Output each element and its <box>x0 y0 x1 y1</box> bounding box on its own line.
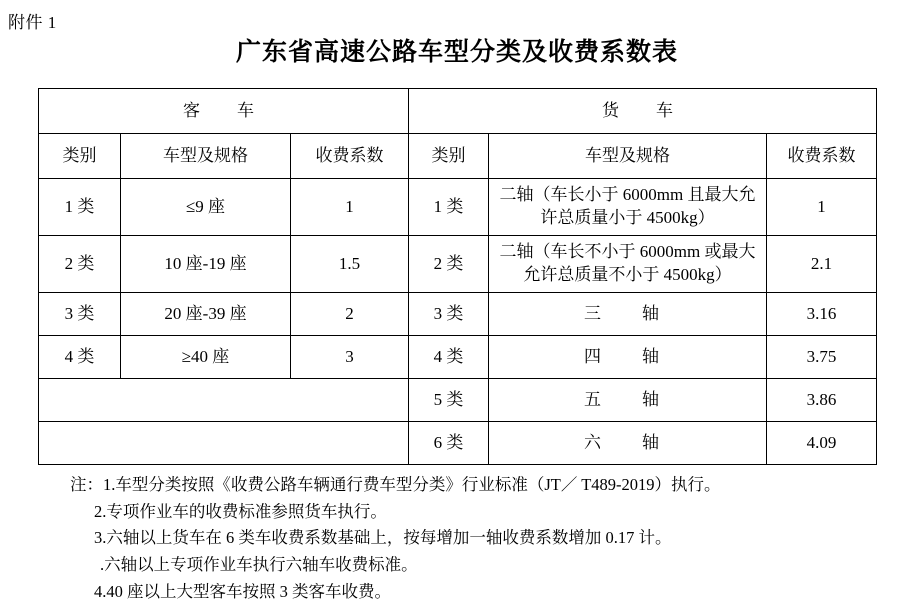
freight-spec-2: 二轴（车长不小于 6000mm 或最大允许总质量不小于 4500kg） <box>489 236 767 293</box>
note-line-1: 注：1.车型分类按照《收费公路车辆通行费车型分类》行业标准（JT／ T489-2019）执行。 <box>70 475 721 494</box>
table-row <box>39 422 877 465</box>
freight-factor-2: 2.1 <box>767 236 877 293</box>
passenger-category-4: 4 类 <box>39 336 121 379</box>
passenger-spec-1: ≤9 座 <box>121 179 291 236</box>
note-line-2: 2.专项作业车的收费标准参照货车执行。 <box>94 501 387 521</box>
table-notes <box>38 472 888 606</box>
note-line-4: .六轴以上专项作业车执行六轴车收费标准。 <box>100 555 418 575</box>
passenger-factor-4: 3 <box>291 336 409 379</box>
attachment-label: 附件 1 <box>8 13 57 32</box>
passenger-factor-3: 2 <box>291 293 409 336</box>
freight-factor-1: 1 <box>767 179 877 236</box>
table-row <box>39 293 877 336</box>
passenger-category-2: 2 类 <box>39 236 121 293</box>
passenger-category-1: 1 类 <box>39 179 121 236</box>
fee-table-container <box>38 88 876 465</box>
vehicle-classification-table <box>38 88 877 465</box>
note-line-5: 4.40 座以上大型客车按照 3 类客车收费。 <box>94 581 391 601</box>
passenger-category-3: 3 类 <box>39 293 121 336</box>
passenger-factor-1: 1 <box>291 179 409 236</box>
passenger-empty-cell-2 <box>39 422 409 465</box>
passenger-spec-3: 20 座-39 座 <box>121 293 291 336</box>
freight-factor-3: 3.16 <box>767 293 877 336</box>
note-line-3: 3.六轴以上货车在 6 类车收费系数基础上，按每增加一轴收费系数增加 0.17 计。 <box>94 528 672 548</box>
table-group-header-row <box>39 89 877 134</box>
col-header-freight-factor: 收费系数 <box>767 134 877 179</box>
table-column-header-row <box>39 134 877 179</box>
freight-category-4: 4 类 <box>409 336 489 379</box>
freight-factor-4: 3.75 <box>767 336 877 379</box>
col-header-freight-spec: 车型及规格 <box>489 134 767 179</box>
freight-spec-6: 六 轴 <box>489 422 767 465</box>
freight-category-5: 5 类 <box>409 379 489 422</box>
table-row <box>39 236 877 293</box>
table-row <box>39 379 877 422</box>
col-header-passenger-category: 类别 <box>39 134 121 179</box>
freight-spec-4: 四 轴 <box>489 336 767 379</box>
passenger-empty-cell-1 <box>39 379 409 422</box>
table-row <box>39 179 877 236</box>
col-header-passenger-spec: 车型及规格 <box>121 134 291 179</box>
freight-factor-6: 4.09 <box>767 422 877 465</box>
passenger-spec-4: ≥40 座 <box>121 336 291 379</box>
freight-factor-5: 3.86 <box>767 379 877 422</box>
freight-category-2: 2 类 <box>409 236 489 293</box>
passenger-spec-2: 10 座-19 座 <box>121 236 291 293</box>
col-header-passenger-factor: 收费系数 <box>291 134 409 179</box>
group-header-passenger: 客 车 <box>39 89 409 134</box>
freight-spec-1: 二轴（车长小于 6000mm 且最大允许总质量小于 4500kg） <box>489 179 767 236</box>
freight-category-3: 3 类 <box>409 293 489 336</box>
group-header-freight: 货 车 <box>409 89 877 134</box>
col-header-freight-category: 类别 <box>409 134 489 179</box>
page-title: 广东省高速公路车型分类及收费系数表 <box>235 39 678 66</box>
passenger-factor-2: 1.5 <box>291 236 409 293</box>
table-row <box>39 336 877 379</box>
freight-spec-3: 三 轴 <box>489 293 767 336</box>
freight-category-6: 6 类 <box>409 422 489 465</box>
freight-category-1: 1 类 <box>409 179 489 236</box>
freight-spec-5: 五 轴 <box>489 379 767 422</box>
